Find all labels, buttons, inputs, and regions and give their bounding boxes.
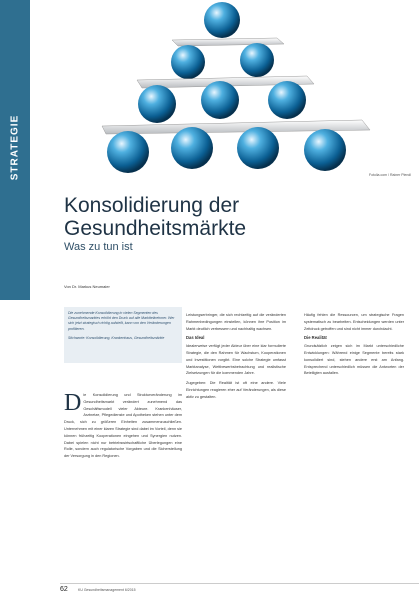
journal-name: KU Gesundheitsmanagement 6/2015 <box>78 588 136 592</box>
photo-credit: Fotolia.com / Rainer Plendl <box>368 173 411 177</box>
header-photo <box>62 0 419 182</box>
text-column-2 <box>186 312 286 404</box>
column-2-paragraph: Zugegeben: Die Realität ist oft eine andere. Viele Einrichtungen reagieren eher auf Veränderungen, als diese aktiv zu gestalten. <box>186 381 286 399</box>
section-label: STRATEGIE <box>9 114 21 181</box>
text-column-1 <box>64 392 182 460</box>
subheading-realitaet: Die Realität <box>304 335 327 341</box>
column-3-paragraph: Häufig fehlen die Ressourcen, um strategische Fragen systematisch zu bearbeiten. Entscheidungen werden unter Zeitdruck getroffen und sind nicht immer durchdacht. <box>304 313 404 331</box>
column-1-text: ie Konsolidierung und Strukturveränderung im Gesundheitsmarkt verändert zunehmend das Geschäftsmodell vieler Akteure. Krankenhäuser, Arztnetze, Pflegedienste und Apotheken stehen unter dem Druck, sich zu größeren Einheiten zusammenzuschließen. Unternehmen mit einer klaren Strategie sind dabei im Vorteil, denn sie können frühzeitig Kooperationen eingehen und Synergien nutzen. Dabei spielen nicht nur betriebswirtschaftliche Überlegungen eine Rolle, sondern auch regulatorische Vorgaben und die Sicherstellung der Versorgung in den Regionen. <box>64 393 182 459</box>
abstract-text: Die zunehmende Konsolidierung in vielen Segmenten des Gesundheitsmarktes erhöht den Druck auf alle Marktteilnehmer. Wer sich jetzt strategisch richtig aufstellt, kann von den Veränderungen profitieren. <box>68 311 175 331</box>
article-subtitle: Was zu tun ist <box>64 241 133 253</box>
article-title: Konsolidierung der Gesundheitsmärkte <box>64 194 247 240</box>
column-2-paragraph: Leistungserbringer, die sich rechtzeitig auf die veränderten Rahmenbedingungen einstellen, können ihre Position im Markt deutlich verbessern und nachhaltig wachsen. <box>186 313 286 331</box>
abstract-keywords: Stichworte: Konsolidierung, Krankenhaus, Gesundheitsmärkte <box>68 335 165 340</box>
page-footer <box>60 583 419 596</box>
article-author: Von Dr. Markus Neumaier <box>64 284 110 289</box>
subheading-ideal: Das Ideal <box>186 335 205 341</box>
column-3-paragraph: Grundsätzlich zeigen sich im Markt unterschiedliche Entwicklungen: Während einige Segmente bereits stark konsolidiert sind, stehen andere erst am Anfang. Entsprechend unterschiedlich müssen die Antworten der Beteiligten ausfallen. <box>304 344 404 376</box>
text-column-3 <box>304 312 404 380</box>
section-strip <box>0 0 30 300</box>
page-number: 62 <box>60 586 68 593</box>
abstract-box <box>64 307 182 363</box>
column-2-paragraph: Idealerweise verfügt jeder Akteur über eine klar formulierte Strategie, die den Rahmen für Wachstum, Kooperationen und Investitionen vorgibt. Eine solche Strategie umfasst Marktanalyse, Wettbewerbsbetrachtung und realistische Zielsetzungen für die kommenden Jahre. <box>186 344 286 376</box>
drop-cap: D <box>64 390 82 416</box>
